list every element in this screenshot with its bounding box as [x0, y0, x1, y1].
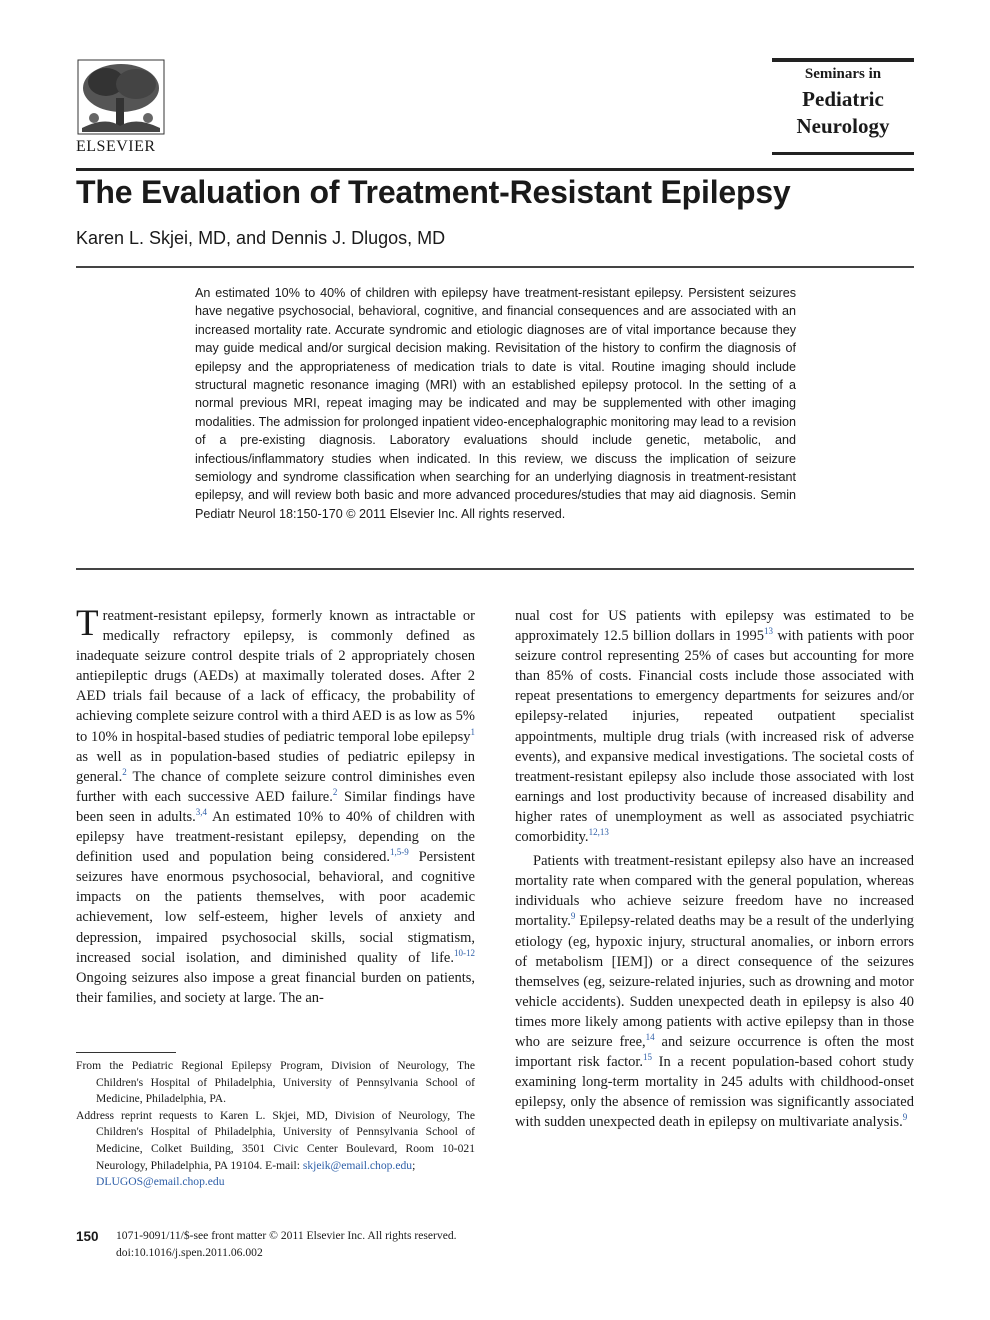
publisher-name: ELSEVIER — [76, 138, 156, 155]
body-text: An estimated 10% to 40% of children with epilepsy have treatment-resistant epilepsy, depending on the definition used and population being considered. — [76, 808, 475, 866]
email-link[interactable]: skjeik@email.chop.edu — [302, 1158, 413, 1172]
reference-link[interactable]: 2 — [122, 766, 127, 777]
affiliations — [76, 1058, 475, 1191]
authors-rule — [76, 266, 914, 268]
email-separator: ; — [412, 1158, 416, 1172]
reference-link[interactable]: 12,13 — [588, 827, 609, 838]
reference-link[interactable]: 14 — [645, 1031, 655, 1042]
reference-link[interactable]: 9 — [902, 1112, 908, 1123]
address-text: Address reprint requests to Karen L. Skjei, MD, Division of Neurology, The Children's Hospital of Philadelphia, University of Pennsylvania School of Medicine, Colket Building, 3501 Civic Center Boulevard, Room 10-021 Neurology, Philadelphia, PA 19104. E-mail: — [76, 1108, 475, 1172]
footnote-rule — [76, 1052, 176, 1053]
body-text: and seizure occurrence is often the most important risk factor. — [515, 1033, 914, 1071]
body-text: as well as in population-based studies of pediatric epilepsy in general. — [76, 748, 475, 785]
body-text: Ongoing seizures also impose a great financial burden on patients, their families, and society at large. The an- — [76, 969, 475, 1006]
body-text: Persistent seizures have enormous psychosocial, behavioral, and cognitive impacts on the patients themselves, with poor academic achievement, low self-esteem, higher levels of anxiety and depression, impaired psychosocial skills, social stigmatism, increased social isolation, and diminished quality of life. — [76, 849, 476, 966]
page-number: 150 — [76, 1229, 99, 1244]
journal-name-line1: Seminars in — [804, 66, 882, 82]
doi[interactable]: doi:10.1016/j.spen.2011.06.002 — [116, 1246, 263, 1259]
reference-link[interactable]: 10-12 — [454, 947, 475, 958]
affiliation-from: From the Pediatric Regional Epilepsy Program, Division of Neurology, The Children's Hospital of Philadelphia, University of Pennsylvania School of Medicine, Philadelphia, PA. — [76, 1059, 475, 1106]
body-text: Epilepsy-related deaths may be a result of the underlying etiology (eg, hypoxic injury, structural anomalies, or inborn errors of metabolism [IEM]) or a direct consequence of the seizures themselves (eg, seizure-related injuries, such as drowning and motor vehicle accidents). Sudden unexpected death in epilepsy is also 40 times more likely among patients with active epilepsy than in those who are seizure free, — [515, 913, 914, 1050]
body-text: The chance of complete seizure control diminishes even further with each successive AED failure. — [76, 768, 475, 805]
article-title: The Evaluation of Treatment-Resistant Epilepsy — [76, 174, 791, 210]
drop-cap: T — [76, 603, 99, 644]
body-text: In a recent population-based cohort study examining long-term mortality in 245 adults with childhood-onset epilepsy, only the absence of remission was significantly associated with sudden unexpected death in epilepsy on multivariate analysis. — [515, 1054, 914, 1131]
body-text: nual cost for US patients with epilepsy was estimated to be approximately 12.5 billion dollars in 1995 — [515, 608, 914, 645]
body-text: with patients with poor seizure control representing 25% of cases but accounting for more than 85% of costs. Financial costs include those associated with repeat presentations to emergency departments for seizures and/or epilepsy-related injuries, repeated outpatient specialist appointments, multiple drug trials (with increased risk of adverse events), and expansive medical investigations. The societal costs of treatment-resistant epilepsy also include those associated with lost earnings and lost productivity because of increased disability and higher rates of unemployment as well as associated psychiatric comorbidity. — [515, 628, 914, 846]
journal-rule-top — [772, 58, 914, 62]
email-link[interactable]: DLUGOS@email.chop.edu — [96, 1175, 225, 1189]
body-text: Similar findings have been seen in adults. — [76, 788, 475, 825]
reference-link[interactable]: 3,4 — [195, 806, 208, 817]
reference-link[interactable]: 15 — [643, 1052, 653, 1063]
body-text: reatment-resistant epilepsy, formerly known as intractable or medically refractory epilepsy, is commonly defined as inadequate seizure control despite trials of 2 appropriately chosen antiepileptic drugs (AEDs) at maximally tolerated doses. After 2 AED trials fail because of a lack of efficacy, the probability of achieving complete seizure control with a third AED is as low as 5% to 10% in hospital-based studies of pediatric temporal lobe epilepsy — [76, 608, 475, 745]
header-rule — [76, 168, 914, 171]
abstract — [195, 284, 796, 523]
abstract-text: An estimated 10% to 40% of children with epilepsy have treatment-resistant epilepsy. Persistent seizures have negative psychosocial, behavioral, cognitive, and financial consequences and are associated with an increased mortality rate. Accurate syndromic and etiologic diagnoses are of vital importance because they may guide medical and/or surgical decision making. Revisitation of the history to confirm the diagnosis of epilepsy and the appropriateness of medication trials to date is vital. Routine imaging should include structural magnetic resonance imaging (MRI) with an established epilepsy protocol. In the setting of a normal previous MRI, repeat imaging may be indicated and may be supplemented with other imaging modalities. The admission for prolonged inpatient video-encephalographic monitoring may lead to a revision of a pre-existing diagnosis. Laboratory evaluations should include genetic, metabolic, and infectious/inflammatory studies when indicated. In this review, we discuss the implication of seizure semiology and syndrome classification when searching for an underlying diagnosis in treatment-resistant epilepsy, and will review both basic and more advanced procedures/studies that may aid diagnosis. — [195, 286, 796, 503]
issn-line: 1071-9091/11/$-see front matter © 2011 Elsevier Inc. All rights reserved. — [116, 1229, 457, 1242]
reference-link[interactable]: 1,5-9 — [389, 847, 409, 858]
affiliation-address — [76, 1108, 475, 1191]
reference-link[interactable]: 2 — [332, 786, 338, 797]
body-column-left — [76, 603, 476, 1008]
abstract-citation: Semin Pediatr Neurol 18:150-170 © 2011 Elsevier Inc. All rights reserved. — [195, 488, 797, 521]
reference-link[interactable]: 9 — [570, 911, 576, 922]
paragraph — [76, 603, 476, 1008]
reference-link[interactable]: 13 — [763, 626, 773, 637]
journal-name-line2: Pediatric — [802, 87, 884, 111]
journal-name-line3: Neurology — [796, 114, 890, 138]
journal-rule-bottom — [772, 152, 914, 155]
abstract-rule — [76, 568, 914, 570]
paragraph — [515, 851, 914, 1132]
reference-link[interactable]: 1 — [470, 726, 475, 737]
body-text: Patients with treatment-resistant epilepsy also have an increased mortality rate when compared with the general population, whereas individuals who achieve seizure freedom have no increased mortality. — [515, 853, 914, 930]
body-column-right — [515, 606, 914, 1132]
article-authors: Karen L. Skjei, MD, and Dennis J. Dlugos, MD — [76, 228, 446, 248]
paragraph — [515, 606, 914, 847]
